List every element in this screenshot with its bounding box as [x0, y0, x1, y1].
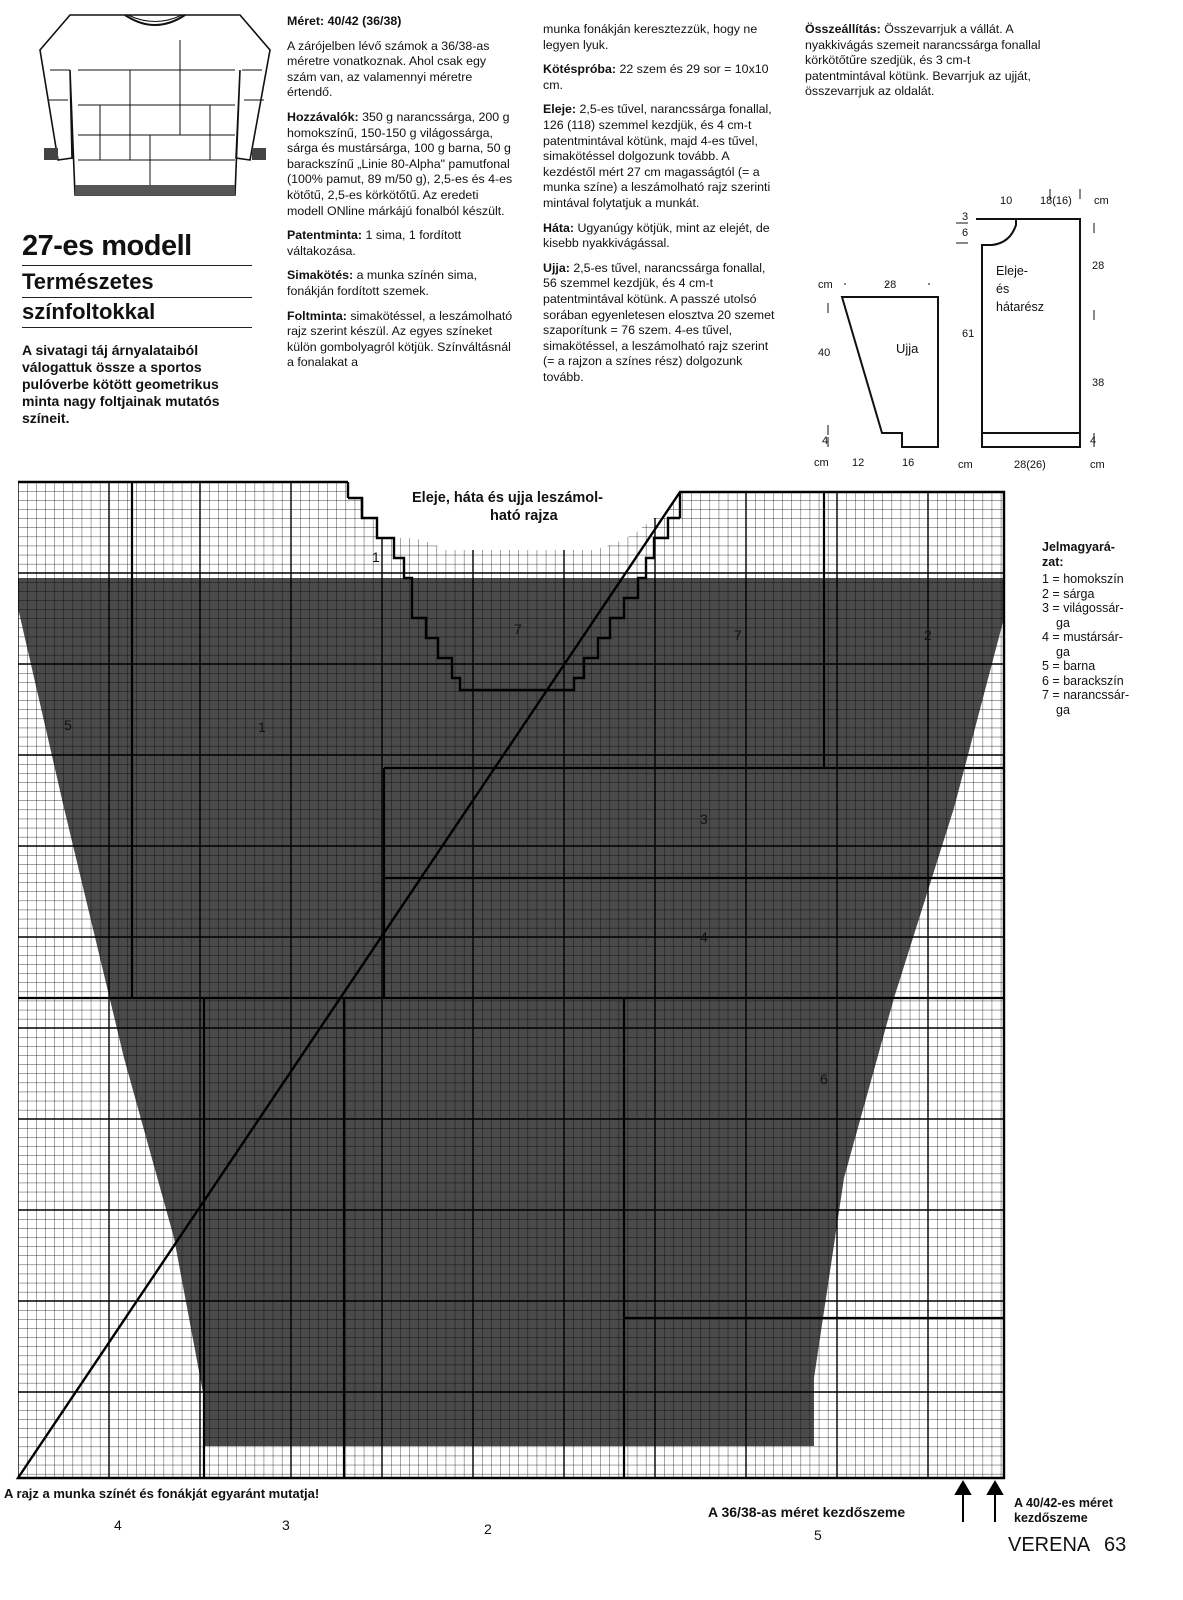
body-top-b: 18(16) — [1040, 195, 1072, 207]
materials-text: 350 g narancssárga, 200 g homokszínű, 150-150 g világossárga, sárga és mustársárga, 100 g barna, 50 g barackszínű „Linie 80-Alpha" pamutfonal (100% pamut, 89 m/50 g), 2,5-es és 4-es kötőtű, 2,5-es körkötőtű. Az eredeti modell ONline márkájú fonalból készült. — [287, 109, 513, 218]
size-note: A zárójelben lévő számok a 36/38-as méretre vonatkoznak. Ahol csak egy szám van, az valamennyi méretre értendő. — [287, 38, 490, 100]
patch-label: Foltminta: — [287, 308, 347, 323]
gauge-text: 22 szem és 29 sor = 10x10 cm. — [543, 62, 769, 92]
sleeve-cm-top: cm — [818, 279, 833, 291]
sweater-illustration — [40, 10, 270, 200]
stockinette-text: a munka színén sima, fonákján fordított szemek. — [287, 268, 478, 298]
legend-title-1: Jelmagyará- — [1042, 540, 1115, 554]
size-label: Méret: — [287, 14, 325, 28]
stockinette-label: Simakötés: — [287, 268, 354, 283]
sleeve-label: Ujja — [896, 341, 919, 356]
chart-color-label: 3 — [700, 811, 708, 827]
front-text: 2,5-es tűvel, narancssárga fonallal, 126 (118) szemmel kezdjük, és 4 cm-t patentmintával kötünk, majd 4-es tűvel, simakötéssel dolgozunk tovább. A kezdéstől mért 27 cm magasságtól (= a munka színe) a leszámolható rajz szerinti mintával folytatjuk a munkát. — [543, 102, 772, 210]
assembly-text: Összevarrjuk a vállát. A nyakkivágás szemeit narancssárga fonallal körkötőtűre szedjük, és 3 cm-t patentmintával kötünk. Bevarrjuk az ujját, összevarrjuk az oldalát. — [805, 22, 1041, 99]
body-height-1: 28 — [1092, 260, 1105, 272]
chart-color-label: 1 — [372, 549, 380, 565]
column-2 — [287, 14, 513, 380]
arrow-large-icon — [987, 1482, 1003, 1527]
model-intro: A sivatagi táj árnyalataiból válogattuk össze a sportos pulóverbe kötött geometrikus minta nagy foltjainak mutatós színeit. — [22, 342, 220, 426]
sleeve-bottom-a: 12 — [852, 457, 865, 469]
back-label: Háta: — [543, 220, 574, 235]
patch-text: simakötéssel, a leszámolható rajz szerint készül. Az egyes színeket külön gombolyagról kötjük. Színváltásnál a fonalakat a — [287, 308, 513, 370]
column-4 — [805, 22, 1045, 109]
chart-title-1: Eleje, háta és ujja leszámol- — [412, 490, 603, 506]
chart-note: A rajz a munka színét és fonákját egyaránt mutatja! — [4, 1486, 320, 1501]
subtitle-rule-1 — [22, 297, 252, 298]
body-label-3: hátarész — [996, 300, 1044, 314]
legend-item: 1 = homokszín — [1042, 572, 1124, 586]
schematic — [810, 185, 1130, 475]
body-top-a: 10 — [1000, 195, 1013, 207]
chart-title-2: ható rajza — [490, 508, 558, 524]
chart-color-label: 1 — [258, 719, 266, 735]
chart-color-label: 4 — [700, 929, 708, 945]
legend-item: ga — [1056, 702, 1070, 717]
legend-item: 3 = világossár- — [1042, 601, 1124, 615]
body-cm-bottom-right: cm — [1090, 459, 1105, 471]
rib-label: Patentminta: — [287, 228, 363, 243]
sleeve-height-measure: 40 — [818, 347, 831, 359]
sleeve-cm-bottom: cm — [814, 457, 829, 469]
start-large-note-1: A 40/42-es méret — [1014, 1496, 1113, 1510]
chart-color-label: 3 — [282, 1517, 290, 1533]
title-rule — [22, 265, 252, 266]
back-text: Ugyanúgy kötjük, mint az elejét, de kisebb nyakkivágással. — [543, 220, 770, 251]
model-subtitle-1: Természetes — [22, 269, 154, 294]
legend-item: ga — [1056, 615, 1070, 630]
legend-item: 4 = mustársár- — [1042, 630, 1123, 644]
body-bottom-measure: 28(26) — [1014, 459, 1046, 471]
start-small-note: A 36/38-as méret kezdőszeme — [708, 1504, 906, 1520]
body-neck-b: 6 — [962, 227, 969, 239]
model-title: 27-es modell — [22, 230, 192, 262]
legend-item: 5 = barna — [1042, 659, 1096, 673]
chart-color-label: 7 — [514, 621, 522, 637]
model-subtitle-2: színfoltokkal — [22, 299, 156, 324]
legend-item: 2 = sárga — [1042, 586, 1095, 601]
front-label: Eleje: — [543, 102, 577, 117]
size-value: 40/42 (36/38) — [327, 14, 402, 28]
sleeve-rib-measure: 4 — [822, 435, 829, 447]
start-large-note-2: kezdőszeme — [1014, 1511, 1088, 1525]
page-number: 63 — [1104, 1534, 1127, 1556]
column-3 — [543, 22, 775, 394]
rib-text: 1 sima, 1 fordított váltakozása. — [287, 228, 462, 258]
chart-color-label: 5 — [64, 717, 72, 733]
body-neck-a: 3 — [962, 211, 969, 223]
chart-color-label: 2 — [924, 627, 932, 643]
sleeve-top-measure: 28 — [884, 279, 897, 291]
body-cm-top: cm — [1094, 195, 1109, 207]
chart-color-label: 6 — [820, 1071, 828, 1087]
legend-item: 7 = narancssár- — [1042, 688, 1130, 702]
materials-label: Hozzávalók: — [287, 109, 359, 124]
assembly-label: Összeállítás: — [805, 22, 881, 36]
legend — [1042, 540, 1152, 717]
chart-color-label: 5 — [814, 1527, 822, 1543]
sleeve-label: Ujja: — [543, 260, 570, 275]
legend-item: 6 = barackszín — [1042, 673, 1124, 688]
chart-color-label: 2 — [484, 1521, 492, 1537]
patch-text-cont: munka fonákján keresztezzük, hogy ne legyen lyuk. — [543, 22, 758, 52]
chart-color-label: 7 — [734, 627, 742, 643]
body-cm-bottom-left: cm — [958, 459, 973, 471]
arrow-small-icon — [955, 1482, 971, 1527]
footer-brand: VERENA — [1008, 1534, 1091, 1556]
sleeve-bottom-b: 16 — [902, 457, 915, 469]
legend-title-2: zat: — [1042, 554, 1064, 569]
body-rib-measure: 4 — [1090, 435, 1097, 447]
sleeve-text: 2,5-es tűvel, narancssárga fonallal, 56 szemmel kezdjük, és 4 cm-t patentmintával kötünk. A passzé utolsó sorában egyenletesen elosztva 20 szemet szaporítunk = 76 szem. 4-es tűvel, simakötéssel, a leszámolható rajz szerint (= a rajzon a színes rész) dolgozunk tovább. — [543, 260, 775, 384]
body-label-2: és — [996, 282, 1010, 296]
body-height-2: 38 — [1092, 377, 1105, 389]
chart-color-label: 4 — [114, 1517, 122, 1533]
body-label-1: Eleje- — [996, 264, 1028, 278]
body-height-total: 61 — [962, 328, 975, 340]
gauge-label: Kötéspróba: — [543, 62, 616, 77]
subtitle-rule-2 — [22, 327, 252, 328]
legend-item: ga — [1056, 644, 1070, 659]
